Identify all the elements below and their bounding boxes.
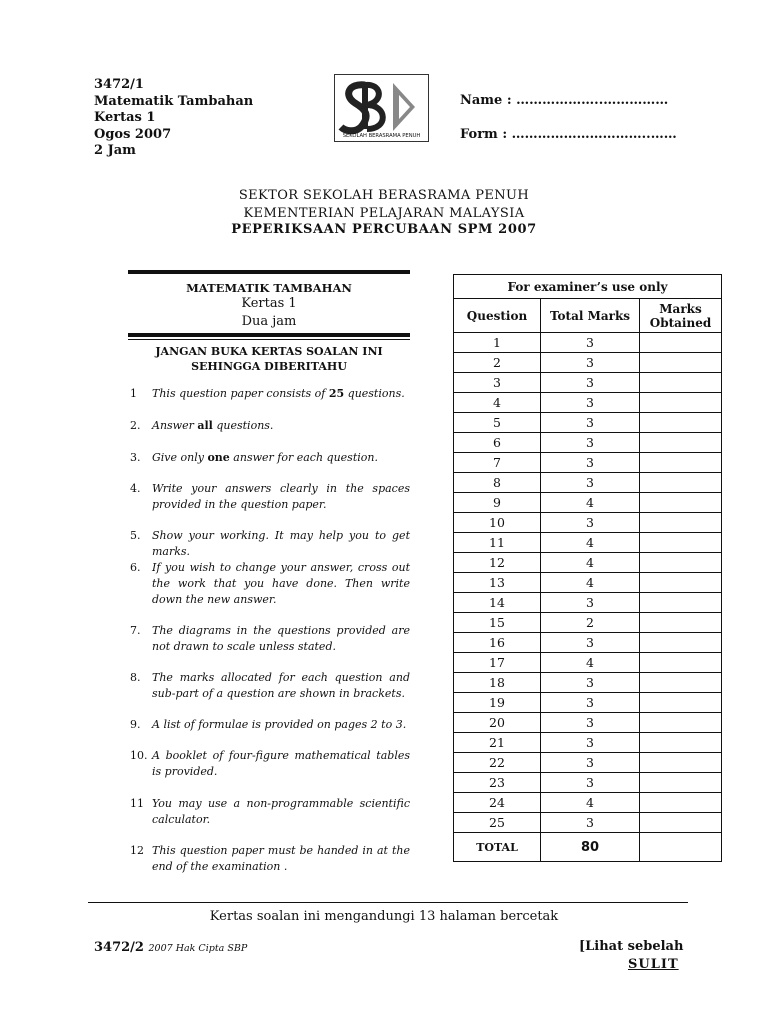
paper-header bbox=[94, 77, 253, 160]
instruction-text bbox=[152, 450, 410, 466]
total-marks: 4 bbox=[541, 653, 640, 673]
question-number: 14 bbox=[454, 593, 541, 613]
instruction-text-part: Answer bbox=[152, 419, 198, 432]
marks-obtained-cell bbox=[640, 573, 722, 593]
total-marks: 3 bbox=[541, 433, 640, 453]
instruction-item bbox=[130, 670, 410, 702]
table-row bbox=[454, 813, 722, 833]
instruction-text-part: A booklet of four-figure mathematical tables is provided. bbox=[152, 749, 410, 778]
subject-name: Matematik Tambahan bbox=[94, 93, 254, 109]
instruction-number: 2. bbox=[130, 419, 141, 432]
header-question: Question bbox=[454, 299, 541, 333]
ministry-title: KEMENTERIAN PELAJARAN MALAYSIA bbox=[243, 206, 525, 221]
marks-obtained-cell bbox=[640, 433, 722, 453]
total-marks: 3 bbox=[541, 753, 640, 773]
paper-code: 3472/1 bbox=[94, 77, 144, 92]
marks-obtained-cell bbox=[640, 373, 722, 393]
instruction-text-part: answer for each question. bbox=[229, 451, 378, 464]
instruction-item bbox=[130, 560, 410, 608]
marks-obtained-cell bbox=[640, 353, 722, 373]
total-marks: 4 bbox=[541, 573, 640, 593]
instruction-number: 9. bbox=[130, 718, 141, 731]
total-marks: 3 bbox=[541, 773, 640, 793]
table-row bbox=[454, 453, 722, 473]
exam-date: Ogos 2007 bbox=[94, 126, 172, 142]
instruction-text bbox=[152, 386, 410, 402]
instruction-text-part: questions. bbox=[344, 387, 405, 400]
marks-obtained-cell bbox=[640, 753, 722, 773]
question-number: 15 bbox=[454, 613, 541, 633]
question-number: 12 bbox=[454, 553, 541, 573]
question-number: 21 bbox=[454, 733, 541, 753]
marks-obtained-cell bbox=[640, 733, 722, 753]
total-marks: 3 bbox=[541, 633, 640, 653]
instruction-number: 7. bbox=[130, 624, 141, 637]
instruction-text bbox=[152, 748, 410, 780]
marks-obtained-cell bbox=[640, 813, 722, 833]
instruction-text-part: This question paper consists of bbox=[152, 387, 329, 400]
table-row bbox=[454, 693, 722, 713]
table-row bbox=[454, 413, 722, 433]
form-field: Form : …………………………..…… bbox=[460, 127, 677, 142]
marks-obtained-cell bbox=[640, 633, 722, 653]
exam-duration: 2 Jam bbox=[94, 143, 136, 158]
marks-obtained-cell bbox=[640, 593, 722, 613]
question-number: 19 bbox=[454, 693, 541, 713]
table-row bbox=[454, 473, 722, 493]
question-number: 8 bbox=[454, 473, 541, 493]
instruction-text-part: If you wish to change your answer, cross out the work that you have done. Then write down the new answer. bbox=[152, 561, 410, 606]
total-value: 80 bbox=[541, 833, 640, 862]
table-row bbox=[454, 493, 722, 513]
instruction-number: 11 bbox=[130, 797, 144, 810]
total-label: TOTAL bbox=[454, 833, 541, 862]
table-row bbox=[454, 393, 722, 413]
instruction-item bbox=[130, 717, 410, 733]
warning-line-2: SEHINGGA DIBERITAHU bbox=[191, 360, 347, 373]
instruction-text bbox=[152, 623, 410, 655]
instruction-text bbox=[152, 796, 410, 828]
instruction-number: 4. bbox=[130, 482, 141, 495]
table-row bbox=[454, 673, 722, 693]
table-row bbox=[454, 593, 722, 613]
instruction-number: 12 bbox=[130, 844, 144, 857]
table-row bbox=[454, 573, 722, 593]
question-number: 25 bbox=[454, 813, 541, 833]
marks-obtained-cell bbox=[640, 793, 722, 813]
marks-obtained-cell bbox=[640, 493, 722, 513]
instruction-text-part: You may use a non-programmable scientific calculator. bbox=[152, 797, 410, 826]
instruction-text bbox=[152, 670, 410, 702]
see-next-page: [Lihat sebelah bbox=[579, 939, 684, 954]
instruction-number: 1 bbox=[130, 387, 137, 400]
total-obtained-cell bbox=[640, 833, 722, 862]
table-row bbox=[454, 733, 722, 753]
instruction-emphasis: one bbox=[207, 451, 230, 464]
total-marks: 2 bbox=[541, 613, 640, 633]
instruction-text-part: Show your working. It may help you to get marks. bbox=[152, 529, 410, 558]
table-row bbox=[454, 533, 722, 553]
instruction-emphasis: 25 bbox=[328, 387, 345, 400]
instruction-number: 6. bbox=[130, 561, 141, 574]
question-number: 24 bbox=[454, 793, 541, 813]
table-row bbox=[454, 773, 722, 793]
instruction-text-part: A list of formulae is provided on pages 2 to 3. bbox=[152, 718, 407, 731]
table-row bbox=[454, 433, 722, 453]
question-number: 13 bbox=[454, 573, 541, 593]
instruction-number: 8. bbox=[130, 671, 141, 684]
total-row bbox=[454, 833, 722, 862]
marks-obtained-cell bbox=[640, 673, 722, 693]
logo-caption: SEKOLAH BERASRAMA PENUH bbox=[342, 133, 421, 139]
instruction-text bbox=[152, 843, 410, 875]
total-marks: 3 bbox=[541, 593, 640, 613]
total-marks: 3 bbox=[541, 413, 640, 433]
footer-divider bbox=[88, 902, 688, 903]
instruction-number: 10. bbox=[130, 749, 148, 762]
instruction-item bbox=[130, 386, 410, 402]
total-marks: 3 bbox=[541, 713, 640, 733]
total-marks: 3 bbox=[541, 733, 640, 753]
instruction-text-part: This question paper must be handed in at the end of the examination . bbox=[152, 844, 410, 873]
sbp-logo bbox=[334, 74, 429, 142]
question-number: 18 bbox=[454, 673, 541, 693]
instruction-text bbox=[152, 418, 410, 434]
marks-obtained-cell bbox=[640, 513, 722, 533]
marks-obtained-cell bbox=[640, 453, 722, 473]
exam-title: PEPERIKSAAN PERCUBAAN SPM 2007 bbox=[231, 222, 537, 237]
box-duration: Dua jam bbox=[241, 314, 297, 329]
sector-title: SEKTOR SEKOLAH BERASRAMA PENUH bbox=[238, 188, 530, 203]
paper-info-box bbox=[128, 270, 410, 374]
instruction-number: 3. bbox=[130, 451, 141, 464]
question-number: 16 bbox=[454, 633, 541, 653]
question-number: 22 bbox=[454, 753, 541, 773]
instruction-number: 5. bbox=[130, 529, 141, 542]
question-number: 20 bbox=[454, 713, 541, 733]
marks-obtained-cell bbox=[640, 713, 722, 733]
instruction-text-part: Write your answers clearly in the spaces provided in the question paper. bbox=[152, 482, 410, 511]
question-number: 1 bbox=[454, 333, 541, 353]
table-caption: For examiner’s use only bbox=[454, 275, 722, 299]
total-marks: 4 bbox=[541, 553, 640, 573]
question-number: 17 bbox=[454, 653, 541, 673]
instruction-text-part: The marks allocated for each question and sub-part of a question are shown in brackets. bbox=[152, 671, 410, 700]
question-number: 6 bbox=[454, 433, 541, 453]
total-marks: 3 bbox=[541, 333, 640, 353]
instruction-item bbox=[130, 796, 410, 828]
instruction-text bbox=[152, 528, 410, 560]
marks-obtained-cell bbox=[640, 693, 722, 713]
question-number: 7 bbox=[454, 453, 541, 473]
instruction-text bbox=[152, 481, 410, 513]
table-row bbox=[454, 793, 722, 813]
instruction-emphasis: all bbox=[197, 419, 213, 432]
question-number: 11 bbox=[454, 533, 541, 553]
table-row bbox=[454, 333, 722, 353]
marks-obtained-cell bbox=[640, 333, 722, 353]
table-row bbox=[454, 653, 722, 673]
total-marks: 3 bbox=[541, 393, 640, 413]
divider bbox=[128, 333, 410, 337]
total-marks: 3 bbox=[541, 453, 640, 473]
total-marks: 3 bbox=[541, 373, 640, 393]
instruction-item bbox=[130, 418, 410, 434]
name-field: Name : ………………..…………… bbox=[460, 93, 669, 108]
marks-obtained-cell bbox=[640, 553, 722, 573]
marks-obtained-cell bbox=[640, 533, 722, 553]
total-marks: 3 bbox=[541, 673, 640, 693]
instruction-text-part: The diagrams in the questions provided are not drawn to scale unless stated. bbox=[152, 624, 410, 653]
total-marks: 4 bbox=[541, 533, 640, 553]
box-paper: Kertas 1 bbox=[241, 296, 297, 311]
page-count-note: Kertas soalan ini mengandungi 13 halaman bercetak bbox=[209, 909, 559, 924]
footer-code-text: 3472/2 bbox=[94, 940, 144, 955]
table-row bbox=[454, 613, 722, 633]
instruction-item bbox=[130, 450, 410, 466]
table-row bbox=[454, 553, 722, 573]
table-row bbox=[454, 633, 722, 653]
instruction-text-part: Give only bbox=[152, 451, 208, 464]
table-row bbox=[454, 753, 722, 773]
total-marks: 4 bbox=[541, 493, 640, 513]
marks-obtained-cell bbox=[640, 473, 722, 493]
question-number: 23 bbox=[454, 773, 541, 793]
sulit-label: SULIT bbox=[628, 957, 679, 972]
instruction-item bbox=[130, 843, 410, 875]
divider bbox=[128, 270, 410, 274]
instruction-item bbox=[130, 748, 410, 780]
box-title: MATEMATIK TAMBAHAN bbox=[186, 281, 352, 295]
total-marks: 4 bbox=[541, 793, 640, 813]
marks-obtained-cell bbox=[640, 653, 722, 673]
marks-obtained-cell bbox=[640, 413, 722, 433]
question-number: 9 bbox=[454, 493, 541, 513]
instruction-text bbox=[152, 717, 410, 733]
total-marks: 3 bbox=[541, 513, 640, 533]
footer-code bbox=[94, 940, 247, 955]
instruction-text bbox=[152, 560, 410, 608]
marks-obtained-cell bbox=[640, 773, 722, 793]
marks-obtained-cell bbox=[640, 393, 722, 413]
examiner-table bbox=[453, 274, 722, 862]
header-marks-obtained: Marks Obtained bbox=[640, 299, 722, 333]
instruction-item bbox=[130, 623, 410, 655]
instruction-text-part: questions. bbox=[212, 419, 274, 432]
paper-number: Kertas 1 bbox=[94, 110, 156, 125]
marks-obtained-cell bbox=[640, 613, 722, 633]
instruction-item bbox=[130, 481, 410, 513]
question-number: 5 bbox=[454, 413, 541, 433]
question-number: 2 bbox=[454, 353, 541, 373]
total-marks: 3 bbox=[541, 693, 640, 713]
divider bbox=[128, 339, 410, 340]
table-row bbox=[454, 353, 722, 373]
total-marks: 3 bbox=[541, 353, 640, 373]
total-marks: 3 bbox=[541, 813, 640, 833]
table-row bbox=[454, 713, 722, 733]
question-number: 10 bbox=[454, 513, 541, 533]
table-row bbox=[454, 513, 722, 533]
warning-line-1: JANGAN BUKA KERTAS SOALAN INI bbox=[155, 345, 383, 358]
question-number: 3 bbox=[454, 373, 541, 393]
table-row bbox=[454, 373, 722, 393]
question-number: 4 bbox=[454, 393, 541, 413]
copyright-text: 2007 Hak Cipta SBP bbox=[148, 943, 248, 954]
instruction-item bbox=[130, 528, 410, 560]
header-total-marks: Total Marks bbox=[541, 299, 640, 333]
total-marks: 3 bbox=[541, 473, 640, 493]
